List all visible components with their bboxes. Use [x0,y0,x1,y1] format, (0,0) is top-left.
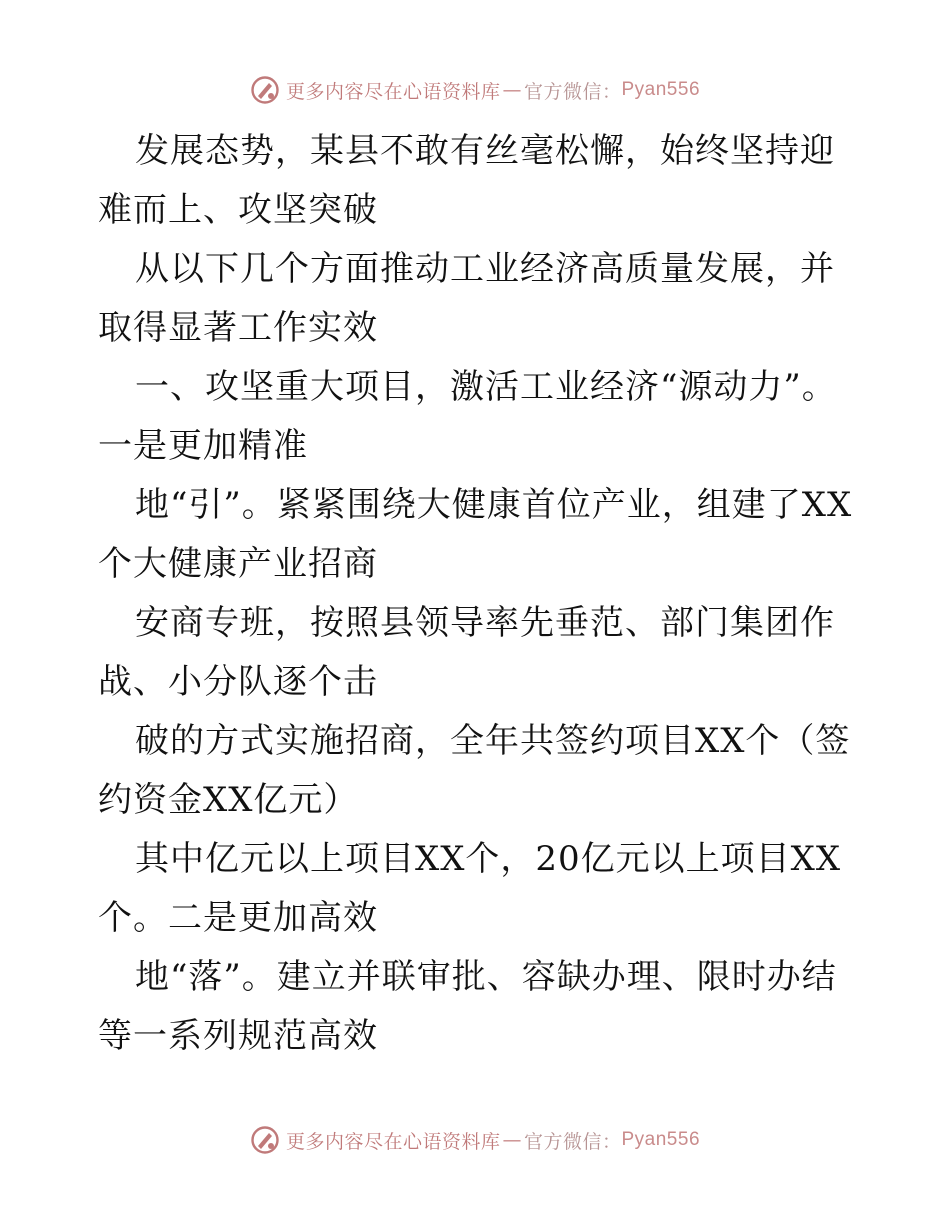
paragraph: 一、攻坚重大项目，激活工业经济“源动力”。一是更加精准 [98,367,837,466]
paragraph: 发展态势，某县不敢有丝毫松懈，始终坚持迎难而上、攻坚突破 [98,131,835,230]
watermark-id: Pyan556 [621,1129,701,1150]
watermark-sub-text: 官方微信： [523,80,622,103]
document-body [98,122,858,1066]
footer-watermark [0,1120,950,1160]
watermark-dash: — [502,1129,522,1151]
watermark-main-text: 更多内容尽在心语资料库 [285,80,501,103]
paragraph: 安商专班，按照县领导率先垂范、部门集团作战、小分队逐个击 [98,603,835,702]
paragraph: 其中亿元以上项目XX个，20亿元以上项目XX个。二是更加高效 [98,839,842,938]
header-watermark [0,70,950,110]
paragraph: 从以下几个方面推动工业经济高质量发展，并取得显著工作实效 [98,249,835,348]
paragraph: 破的方式实施招商，全年共签约项目XX个（签约资金XX亿元） [98,721,851,820]
logo-icon [250,75,280,105]
watermark-id: Pyan556 [621,79,701,100]
watermark-dash: — [502,79,522,101]
paragraph: 地“引”。紧紧围绕大健康首位产业，组建了XX个大健康产业招商 [98,485,853,584]
logo-icon [250,1125,280,1155]
watermark-main-text: 更多内容尽在心语资料库 [285,1130,501,1153]
watermark-sub-text: 官方微信： [523,1130,622,1153]
paragraph: 地“落”。建立并联审批、容缺办理、限时办结等一系列规范高效 [98,957,837,1056]
